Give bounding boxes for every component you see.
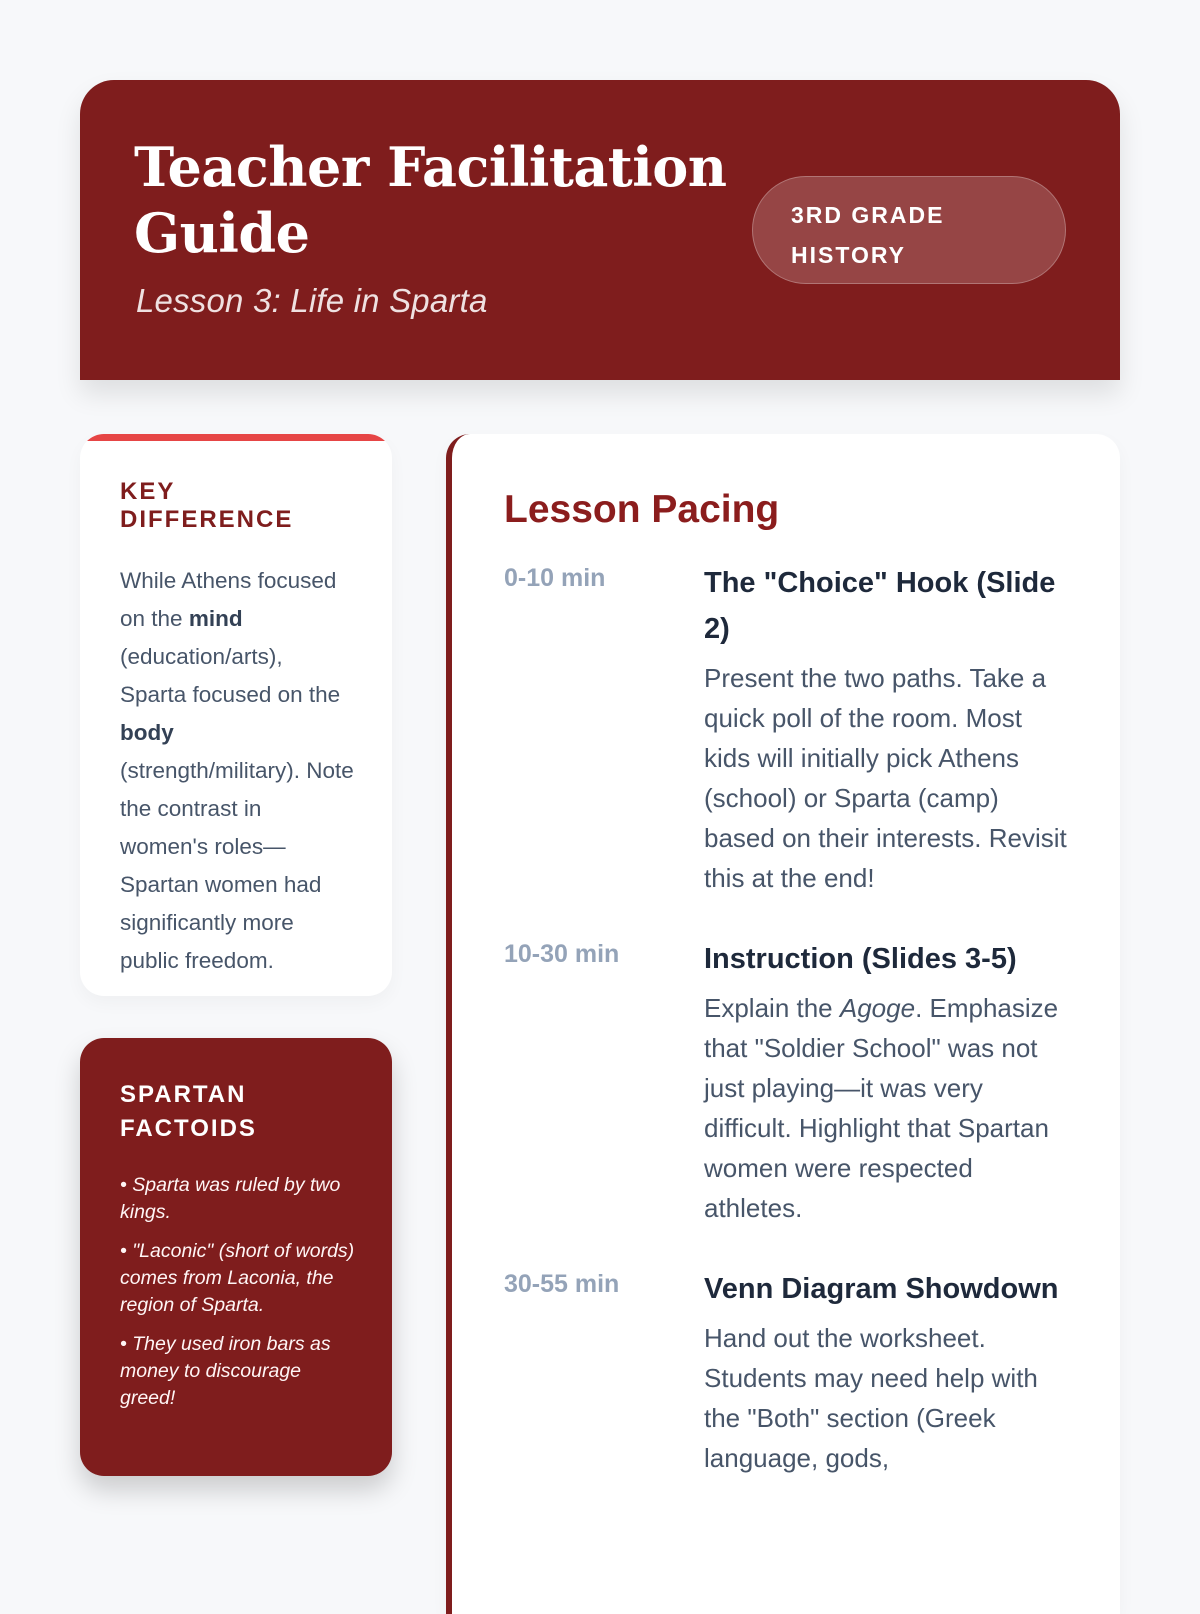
factoid-item: • Sparta was ruled by two kings. — [120, 1174, 341, 1223]
spartan-factoids-card — [80, 1038, 392, 1476]
mind-emphasis: mind — [188, 606, 243, 631]
pacing-description-part: . Emphasize that "Soldier School" was not just playing—it was very difficult. Highlight that Spartan women were respected athletes. — [704, 993, 1059, 1223]
pacing-description-part: Explain the — [704, 993, 840, 1023]
agoge-emphasis: Agoge — [839, 993, 916, 1023]
spartan-factoids-title: SPARTAN FACTOIDS — [120, 1081, 257, 1142]
key-difference-text — [120, 562, 354, 980]
key-difference-text-part: While Athens focused on the — [120, 568, 337, 631]
pacing-time: 30-55 min — [504, 1270, 620, 1298]
pacing-item-venn-diagram — [504, 1266, 1068, 1478]
key-difference-text-part: (education/arts), Sparta focused on the — [120, 644, 341, 707]
pacing-time: 0-10 min — [504, 564, 606, 592]
pacing-item-instruction — [504, 936, 1068, 1228]
page-title: Teacher Facilitation Guide — [134, 135, 727, 265]
guide-header — [80, 80, 1120, 380]
grade-history-badge: 3RD GRADE HISTORY — [752, 176, 1066, 284]
key-difference-card — [80, 434, 392, 996]
pacing-item-choice-hook — [504, 560, 1068, 898]
factoid-item: • "Laconic" (short of words) comes from Laconia, the region of Sparta. — [120, 1240, 355, 1316]
pacing-heading: The "Choice" Hook (Slide 2) — [704, 567, 1056, 645]
pacing-heading: Instruction (Slides 3-5) — [704, 943, 1017, 975]
pacing-description: Hand out the worksheet. Students may need help with the "Both" section (Greek language, gods, — [704, 1323, 1038, 1473]
pacing-description — [704, 988, 1068, 1228]
factoid-item: • They used iron bars as money to discourage greed! — [120, 1333, 331, 1409]
lesson-pacing-card — [446, 434, 1120, 1614]
pacing-time: 10-30 min — [504, 940, 620, 968]
pacing-heading: Venn Diagram Showdown — [704, 1273, 1059, 1305]
key-difference-text-part: (strength/military). Note the contrast in women's roles—Spartan women had significantly more public freedom. — [120, 758, 354, 973]
key-difference-title: KEY DIFFERENCE — [120, 478, 294, 533]
lesson-subtitle: Lesson 3: Life in Sparta — [136, 282, 488, 319]
pacing-description: Present the two paths. Take a quick poll of the room. Most kids will initially pick Athens (school) or Sparta (camp) based on their interests. Revisit this at the end! — [704, 663, 1067, 893]
body-emphasis: body — [120, 720, 174, 745]
lesson-pacing-title: Lesson Pacing — [504, 488, 780, 531]
